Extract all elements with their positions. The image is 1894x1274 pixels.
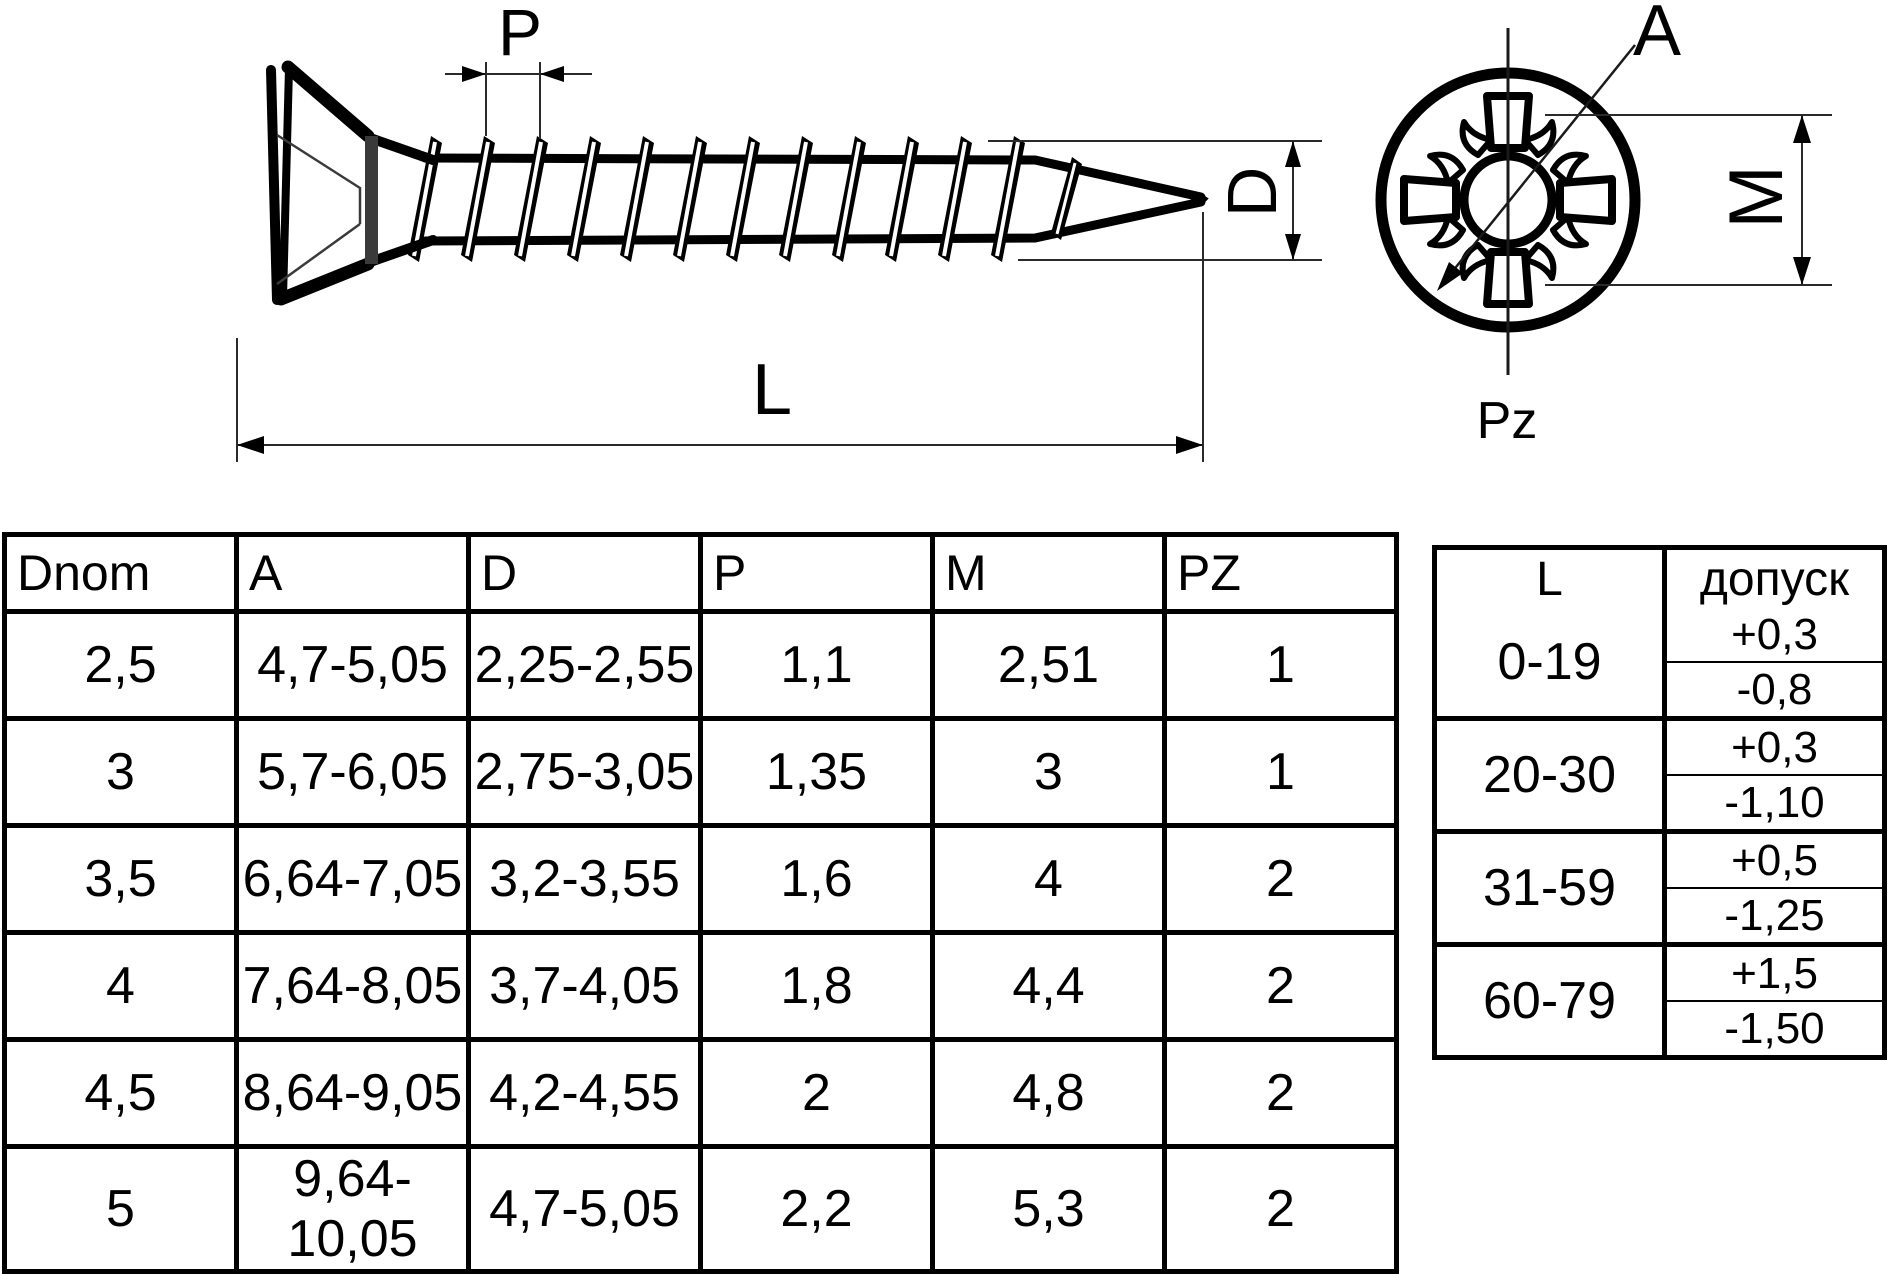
table-row	[5, 1040, 1397, 1147]
table-cell: 1,6	[701, 826, 933, 933]
table-cell: 2	[1165, 1147, 1397, 1272]
pitch-label: P	[497, 0, 543, 69]
screw-drawing	[0, 0, 1894, 530]
table-cell: 3,5	[5, 826, 237, 933]
tolerance-plus-cell: +0,3	[1667, 608, 1882, 663]
table-cell: 3	[5, 719, 237, 826]
pitch-dimension	[445, 0, 592, 139]
table-cell: 1	[1165, 612, 1397, 719]
table-cell: 2	[1165, 826, 1397, 933]
table-cell: 3	[933, 719, 1165, 826]
table-cell: 2,5	[5, 612, 237, 719]
arrow-right-icon	[1176, 436, 1203, 454]
table-cell: 5,7-6,05	[237, 719, 469, 826]
tolerance-minus-cell: -1,10	[1724, 777, 1825, 827]
table-cell: 5,3	[933, 1147, 1165, 1272]
arrow-left-icon	[540, 66, 564, 82]
table-cell: 1,8	[701, 933, 933, 1040]
tolerance-row	[1437, 716, 1882, 829]
arrow-left-icon	[237, 436, 264, 454]
arrow-down-icon	[1285, 234, 1301, 260]
table-row	[5, 826, 1397, 933]
table-cell: 1,35	[701, 719, 933, 826]
column-header-a: A	[237, 535, 469, 612]
table-cell: 4,8	[933, 1040, 1165, 1147]
table-cell: 9,64-10,05	[237, 1147, 469, 1272]
table-cell: 4,2-4,55	[469, 1040, 701, 1147]
table-cell: 3,2-3,55	[469, 826, 701, 933]
table-cell: 4,4	[933, 933, 1165, 1040]
column-header-l: L	[1437, 550, 1667, 608]
arrow-up-icon	[1285, 141, 1301, 167]
tolerance-row	[1437, 942, 1882, 1055]
tolerance-plus-cell: +0,3	[1667, 721, 1882, 776]
table-header-row	[5, 535, 1397, 612]
table-cell: 3,7-4,05	[469, 933, 701, 1040]
table-cell: 4	[933, 826, 1165, 933]
length-range-cell: 0-19	[1437, 608, 1667, 716]
table-cell: 8,64-9,05	[237, 1040, 469, 1147]
table-cell: 1,1	[701, 612, 933, 719]
column-header-tolerance: допуск	[1699, 552, 1850, 606]
table-cell: 4	[5, 933, 237, 1040]
length-dimension	[237, 212, 1203, 462]
section-mark-label: A	[1632, 0, 1682, 71]
tolerance-minus-cell: -1,25	[1724, 890, 1825, 940]
length-range-cell: 31-59	[1437, 834, 1667, 942]
table-cell: 4,7-5,05	[237, 612, 469, 719]
table-row	[5, 1147, 1397, 1272]
tolerance-minus-cell: -0,8	[1736, 664, 1813, 714]
length-label: L	[751, 350, 793, 430]
table-row	[5, 933, 1397, 1040]
table-cell: 5	[5, 1147, 237, 1272]
drive-type-label: Pz	[1476, 392, 1538, 450]
table-cell: 2,2	[701, 1147, 933, 1272]
column-header-d: D	[469, 535, 701, 612]
table-cell: 2,51	[933, 612, 1165, 719]
dimensions-table	[2, 532, 1399, 1274]
column-header-m: M	[933, 535, 1165, 612]
arrow-down-icon	[1793, 257, 1811, 285]
column-header-p: P	[701, 535, 933, 612]
head-cone-edge	[365, 136, 378, 264]
table-cell: 2	[1165, 1040, 1397, 1147]
arrow-up-icon	[1793, 115, 1811, 143]
tolerance-row	[1437, 829, 1882, 942]
tolerance-header-row	[1437, 550, 1882, 608]
table-row	[5, 612, 1397, 719]
head-diameter-label: M	[1714, 165, 1799, 229]
table-cell: 2,75-3,05	[469, 719, 701, 826]
tolerance-minus-cell: -1,50	[1724, 1003, 1825, 1053]
table-cell: 4,5	[5, 1040, 237, 1147]
length-range-cell: 60-79	[1437, 947, 1667, 1055]
table-cell: 1	[1165, 719, 1397, 826]
diameter-label: D	[1213, 166, 1291, 218]
screw-head	[271, 67, 433, 300]
tolerance-row	[1437, 608, 1882, 716]
length-range-cell: 20-30	[1437, 721, 1667, 829]
table-cell: 6,64-7,05	[237, 826, 469, 933]
table-cell: 2	[1165, 933, 1397, 1040]
tolerance-plus-cell: +1,5	[1667, 947, 1882, 1002]
screw-head-front-view	[1381, 0, 1832, 450]
table-cell: 2	[701, 1040, 933, 1147]
tolerance-plus-cell: +0,5	[1667, 834, 1882, 889]
column-header-dnom: Dnom	[5, 535, 237, 612]
table-cell: 7,64-8,05	[237, 933, 469, 1040]
table-cell: 4,7-5,05	[469, 1147, 701, 1272]
arrow-right-icon	[462, 66, 486, 82]
length-tolerance-table	[1432, 545, 1887, 1060]
table-row	[5, 719, 1397, 826]
column-header-pz: PZ	[1165, 535, 1397, 612]
table-cell: 2,25-2,55	[469, 612, 701, 719]
